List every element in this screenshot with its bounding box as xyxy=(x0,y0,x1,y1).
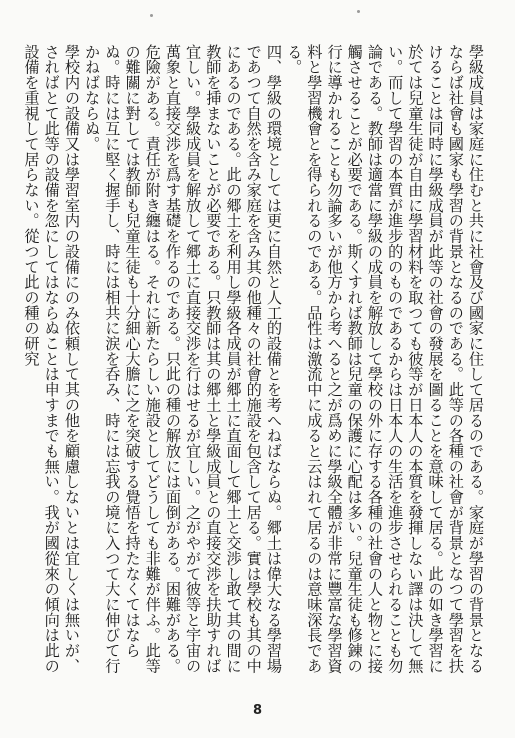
paragraph-3: 學校内の設備又は學習室内の設備にのみ依頼して其の他を顧慮しないとは宜しくは無いが、さればとて此等の設備を忽にしてはならぬことは申すまでも無い。我が國從來の傾向は此の設備を重視して居らない。從つて此の種の研究 xyxy=(22,44,81,674)
body-text xyxy=(22,44,486,684)
paper-speck xyxy=(150,14,153,17)
paragraph-1: 學級成員は家庭に住むと共に社會及び國家に住して居るのである。家庭が學習の背景となるならば社會も國家も學習の背景となるのである。此等の各種の社會が背景となつて學習を扶けることは同時に學級成員が此等の社會の發展を圖ることを意味して居る。此の如き學習に於ては兒童生徒が自由に學習材料を取つても彼等が日本人の本質を發揮しない譯は決して無い。而して學習の本質が進步的のものであるからは日本人の生活を進步させられることも勿論である。教師は適當に學級の成員を解放して學校の外に存する各種の社會の人と物とに接觸させることが必要である。斯くすれば教師は兒童の保護に心配は多い。兒童生徒も修錬の行に導かれることも勿論多いが他方から考へると之が爲めに學級全體が非常に豐富な學習資料と學習機會とを得られるのである。品性は激流中に成ると云はれて居るのは意味深長である。 xyxy=(285,44,485,674)
paper-speck xyxy=(357,10,360,13)
paragraph-2: 四、學級の環境としては更に自然と人工的設備とを考へねばならぬ。郷土は偉大なる學習場であつて自然を含み家庭を含み其の他種々の社會的施設を包含して居る。實は學校も其の中にあるのである。此の郷土を利用し學級各成員が郷土に直面して郷土と交渉し敢て其の間に教師を挿まないことが必要である。只教師は其の郷土と學級成員との直接交渉を扶助すれば宜しい。學級成員を解放して郷土に直接交渉を行はせるが宜しい。之がやがて彼等と宇宙の萬象と直接交渉を爲す基礎を作るのである。只此の種の解放には面倒がある。困難がある。危險がある。責任が附き纏はる。それに新たらしい施設としてどうしても非難が伴ふ。此等の難關に對しては教師も兒童生徒も十分細心大膽に之を突破する覺悟を持たなくてはならぬ。時には互に堅く握手し、時には相共に涙を呑み、時には忘我の境に入つて大に伸びて行かねばならぬ。 xyxy=(83,44,283,674)
page-number: 8 xyxy=(252,703,263,718)
